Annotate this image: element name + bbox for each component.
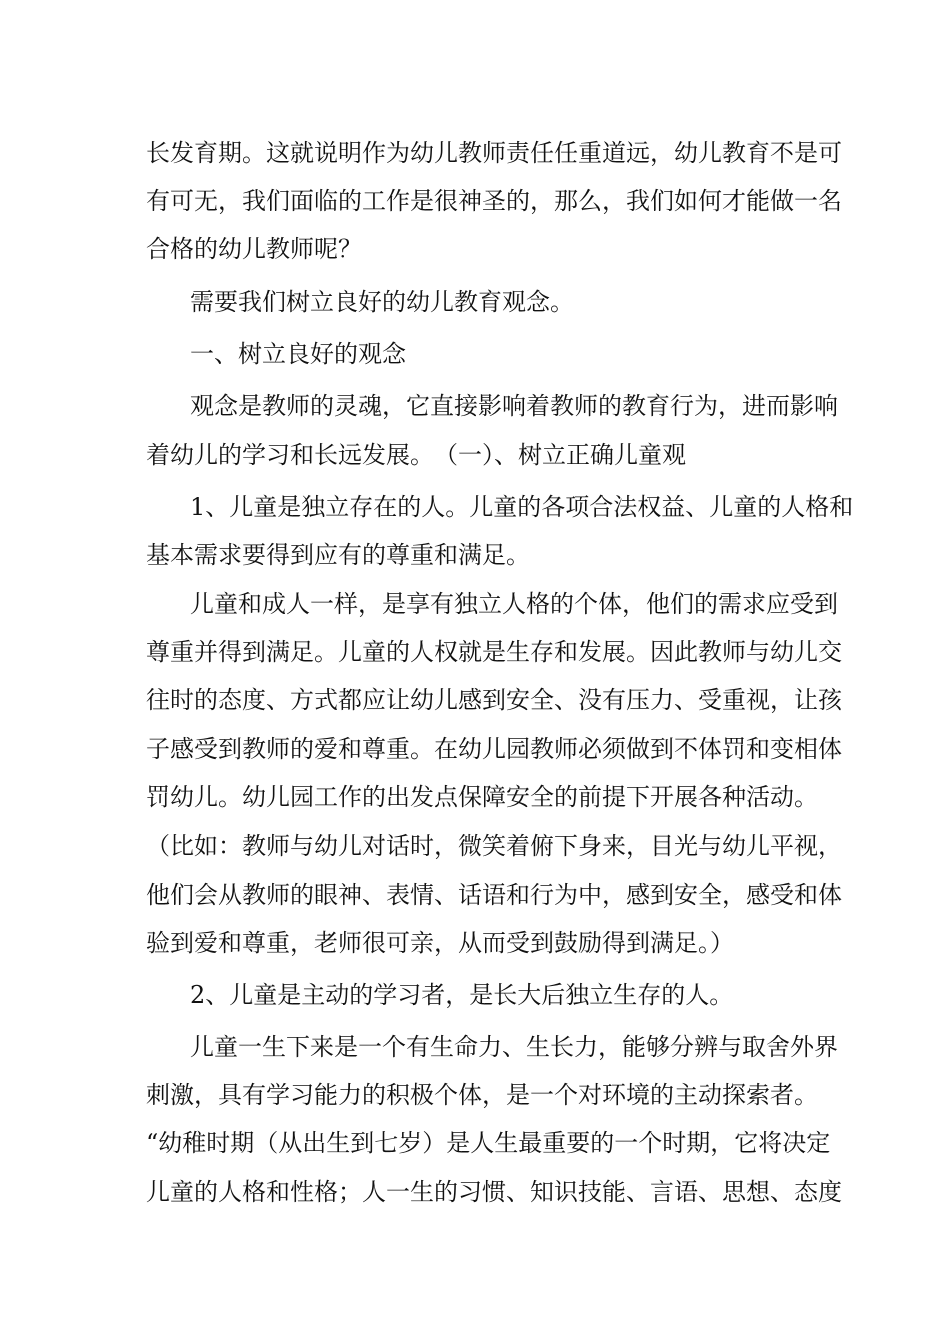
text-line-8: 1、儿童是独立存在的人。儿童的各项合法权益、儿童的人格和 <box>190 493 854 521</box>
text-line-10: 儿童和成人一样，是享有独立人格的个体，他们的需求应受到 <box>190 590 838 618</box>
text-line-14: 罚幼儿。幼儿园工作的出发点保障安全的前提下开展各种活动。 <box>146 783 818 811</box>
text-line-2: 有可无，我们面临的工作是很神圣的，那么，我们如何才能做一名 <box>146 187 842 215</box>
section-heading: 一、树立良好的观念 <box>190 340 406 368</box>
text-line-9: 基本需求要得到应有的尊重和满足。 <box>146 541 530 569</box>
text-line-13: 子感受到教师的爱和尊重。在幼儿园教师必须做到不体罚和变相体 <box>146 735 842 763</box>
text-line-16: 他们会从教师的眼神、表情、话语和行为中，感到安全，感受和体 <box>146 881 842 909</box>
text-line-18: 2、儿童是主动的学习者，是长大后独立生存的人。 <box>190 981 734 1009</box>
text-line-4: 需要我们树立良好的幼儿教育观念。 <box>190 288 574 316</box>
text-line-6: 观念是教师的灵魂，它直接影响着教师的教育行为，进而影响 <box>190 392 838 420</box>
text-line-17: 验到爱和尊重，老师很可亲，从而受到鼓励得到满足。） <box>146 929 734 957</box>
text-line-1: 长发育期。这就说明作为幼儿教师责任任重道远，幼儿教育不是可 <box>146 139 842 167</box>
text-line-12: 往时的态度、方式都应让幼儿感到安全、没有压力、受重视，让孩 <box>146 686 842 714</box>
text-line-11: 尊重并得到满足。儿童的人权就是生存和发展。因此教师与幼儿交 <box>146 638 842 666</box>
text-line-3: 合格的幼儿教师呢？ <box>146 235 362 263</box>
text-line-21: “幼稚时期（从出生到七岁）是人生最重要的一个时期，它将决定 <box>146 1129 831 1157</box>
text-line-19: 儿童一生下来是一个有生命力、生长力，能够分辨与取舍外界 <box>190 1033 838 1061</box>
text-line-7: 着幼儿的学习和长远发展。 （一）、树立正确儿童观 <box>146 441 686 469</box>
text-line-15: （比如：教师与幼儿对话时，微笑着俯下身来，目光与幼儿平视， <box>146 832 842 860</box>
text-line-20: 刺激，具有学习能力的积极个体，是一个对环境的主动探索者。 <box>146 1081 818 1109</box>
text-line-22: 儿童的人格和性格；人一生的习惯、知识技能、言语、思想、态度 <box>146 1178 842 1206</box>
